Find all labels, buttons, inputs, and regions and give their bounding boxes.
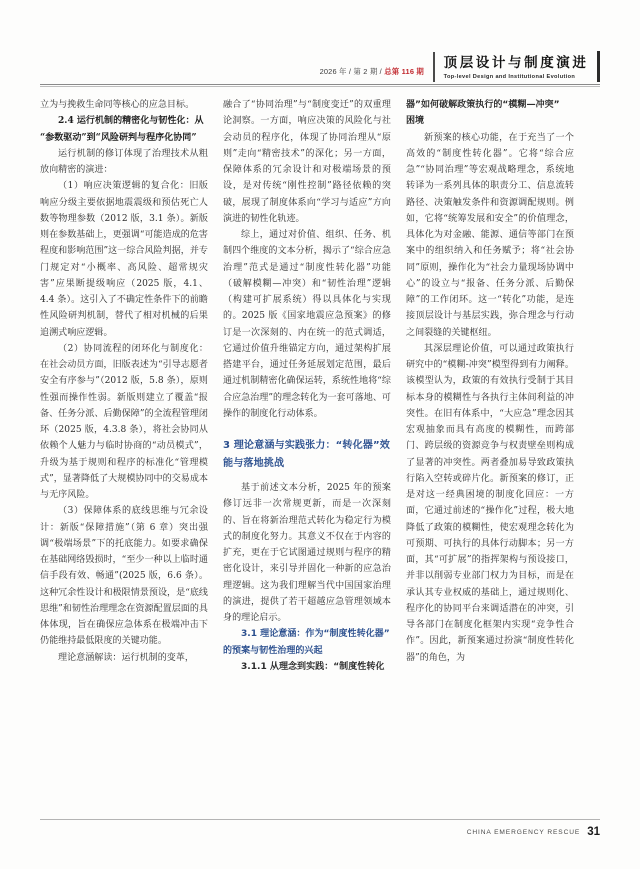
body-paragraph: （3）保障体系的底线思维与冗余设计：新版“保障措施”（第 6 章）突出强调“极端场景”下的托底能力。如要求确保在基础网络毁损时，“至少一种以上临时通信手段有效、畅通”(2025 版，6.6 条）。这种冗余性设计和极限情景预设，是“底线思维”和韧性治理理念在资源配置层面的具体体现，旨在确保应急体系在极端冲击下仍能维持最低限度的关键功能。 bbox=[40, 506, 208, 647]
body-paragraph: 新预案的核心功能，在于充当了一个高效的“制度性转化器”。它将“综合应急”“协同治理”等宏观战略理念，系统地转译为一系列具体的职责分工、信息流转路径、决策触发条件和资源调配规则。例如，它将“统筹发展和安全”的价值理念，具体化为对金融、能源、通信等部门在预案中的组织纳入和任务赋予；将“社会协同”原则，操作化为“社会力量现场协调中心”的设立与“报备、任务分派、后勤保障”的工作闭环。这一“转化”功能，是连接顶层设计与基层实践，弥合理念与行动之间裂缝的关键枢纽。 bbox=[406, 132, 574, 338]
text-column-2 bbox=[223, 97, 391, 822]
text-column-3 bbox=[406, 97, 574, 822]
issue-line bbox=[320, 66, 433, 82]
body-paragraph: 基于前述文本分析，2025 年的预案修订远非一次常规更新，而是一次深刻的、旨在将新治理范式转化为稳定行为模式的制度化努力。其意义不仅在于内容的扩充，更在于它试图通过规则与程序的精密化设计，来引导并固化一种新的应急治理逻辑。这为我们理解当代中国国家治理的演进，提供了若干超越应急管理领域本身的理论启示。 bbox=[223, 483, 391, 623]
journal-name: CHINA EMERGENCY RESCUE bbox=[466, 829, 581, 836]
header-accent-bar bbox=[597, 51, 601, 82]
section-subheading: 3.1 理论意涵：作为“制度性转化器” bbox=[241, 629, 390, 640]
issue-number: 第 2 期 bbox=[353, 67, 378, 76]
section-subheading: 的预案与韧性治理的兴起 bbox=[223, 645, 323, 656]
body-paragraph: 其深层理论价值，可以通过政策执行研究中的“模糊-冲突”模型得到有力阐释。该模型认为，政策的有效执行受制于其目标本身的模糊性与各执行主体间利益的冲突性。在旧有体系中，“大应急”理念因其宏观抽象而具有高度的模糊性，而跨部门、跨层级的资源竞争与权责壁垒则构成了显著的冲突性。两者叠加易导致政策执行陷入空转或碎片化。新预案的修订，正是对这一经典困境的制度化回应：一方面，它通过前述的“操作化”过程，极大地降低了政策的模糊性，使宏观理念转化为可预期、可执行的具体行动脚本；另一方面，其“可扩展”的指挥架构与预设接口，并非以削弱专业部门权力为目标，而是在承认其专业权威的基础上，通过规则化、程序化的协同平台来调适潜在的冲突，引导各部门在制度化框架内实现“竞争性合作”。因此，新预案通过扮演“制度性转化器”的角色，为 bbox=[406, 343, 574, 663]
issue-sep-2: / bbox=[377, 67, 385, 76]
section-title-en: Top-level Design and Institutional Evolution bbox=[443, 74, 576, 80]
header-divider-rule bbox=[433, 52, 435, 82]
body-paragraph: 理论意涵解读：运行机制的变革， bbox=[58, 652, 195, 663]
body-paragraph: 立为与挽救生命同等核心的应急目标。 bbox=[40, 100, 195, 110]
section-title-cn: 顶层设计与制度演进 bbox=[443, 55, 589, 72]
article-body bbox=[40, 97, 600, 822]
body-paragraph: 融合了“协同治理”与“制度变迁”的双重理论洞察。一方面，响应决策的风险化与社会动员的程序化，体现了协同治理从“原则”走向“精密技术”的深化；另一方面，保障体系的冗余设计和对极端场景的预设，是对传统“刚性控制”路径依赖的突破，展现了制度体系向“学习与适应”方向演进的韧性化轨迹。 bbox=[223, 100, 391, 224]
body-paragraph: （1）响应决策逻辑的复合化：旧版响应分级主要依据地震震级和预估死亡人数等物理参数（2012 版，3.1 条）。新版则在参数基础上，更强调“可能造成的危害程度和影响范围”这一综合风险判据，并专门规定对“小概率、高风险、超常规灾害”应果断提级响应（2025 版，4.1、4.4 条）。这引入了不确定性条件下的前瞻性风险研判机制，替代了相对机械的后果追溯式响应逻辑。 bbox=[40, 181, 208, 338]
body-paragraph: 综上，通过对价值、组织、任务、机制四个维度的文本分析，揭示了“综合应急治理”范式是通过“制度性转化器”功能（破解模糊—冲突）和“韧性治理”逻辑（构建可扩展系统）得以具体化与实现的。2025 版《国家地震应急预案》的修订是一次深刻的、内在统一的范式调适，它通过价值升维锚定方向，通过架构扩展搭建平台，通过任务延展划定范围，最后通过机制精密化确保运转，系统性地将“综合应急治理”的理念转化为一套可落地、可操作的制度化行动体系。 bbox=[223, 230, 391, 419]
body-paragraph: （2）协同流程的闭环化与制度化：在社会动员方面，旧版表述为“引导志愿者安全有序参与”（2012 版，5.8 条），原则性强而操作性弱。新版则建立了覆盖“报备、任务分派、后勤保障”的全流程管理闭环（2025 版，4.3.8 条），将社会协同从依赖个人魅力与临时协商的“动员模式”，升级为基于规则和程序的标准化“管理模式”，显著降低了大规模协同中的交易成本与无序风险。 bbox=[40, 343, 208, 500]
section-subsubheading: 困境 bbox=[406, 116, 425, 127]
subsection-heading: “参数驱动”到“风险研判与程序化协同” bbox=[40, 132, 197, 143]
section-subsubheading: 器”如何破解政策执行的“模糊—冲突” bbox=[406, 100, 560, 110]
page-header bbox=[40, 44, 600, 88]
footer-rule bbox=[40, 819, 600, 820]
header-section-titles bbox=[444, 56, 589, 82]
issue-year: 2026 年 bbox=[319, 67, 347, 76]
text-column-1 bbox=[40, 97, 208, 822]
body-paragraph: 运行机制的修订体现了治理技术从粗放向精密的演进： bbox=[40, 148, 208, 175]
block-spacer bbox=[223, 422, 391, 437]
section-subsubheading: 3.1.1 从理念到实践：“制度性转化 bbox=[241, 661, 385, 672]
header-underline-secondary bbox=[40, 86, 600, 87]
page-number: 31 bbox=[587, 826, 600, 838]
issue-total: 总第 116 期 bbox=[384, 67, 424, 76]
subsection-heading: 2.4 运行机制的精密化与韧性化：从 bbox=[58, 116, 204, 127]
block-spacer bbox=[223, 472, 391, 480]
section-heading: 3 理论意涵与实践张力：“转化器”效能与落地挑战 bbox=[223, 440, 390, 469]
header-underline bbox=[40, 84, 600, 85]
issue-sep-1: / bbox=[346, 67, 354, 76]
page-footer bbox=[40, 819, 600, 841]
